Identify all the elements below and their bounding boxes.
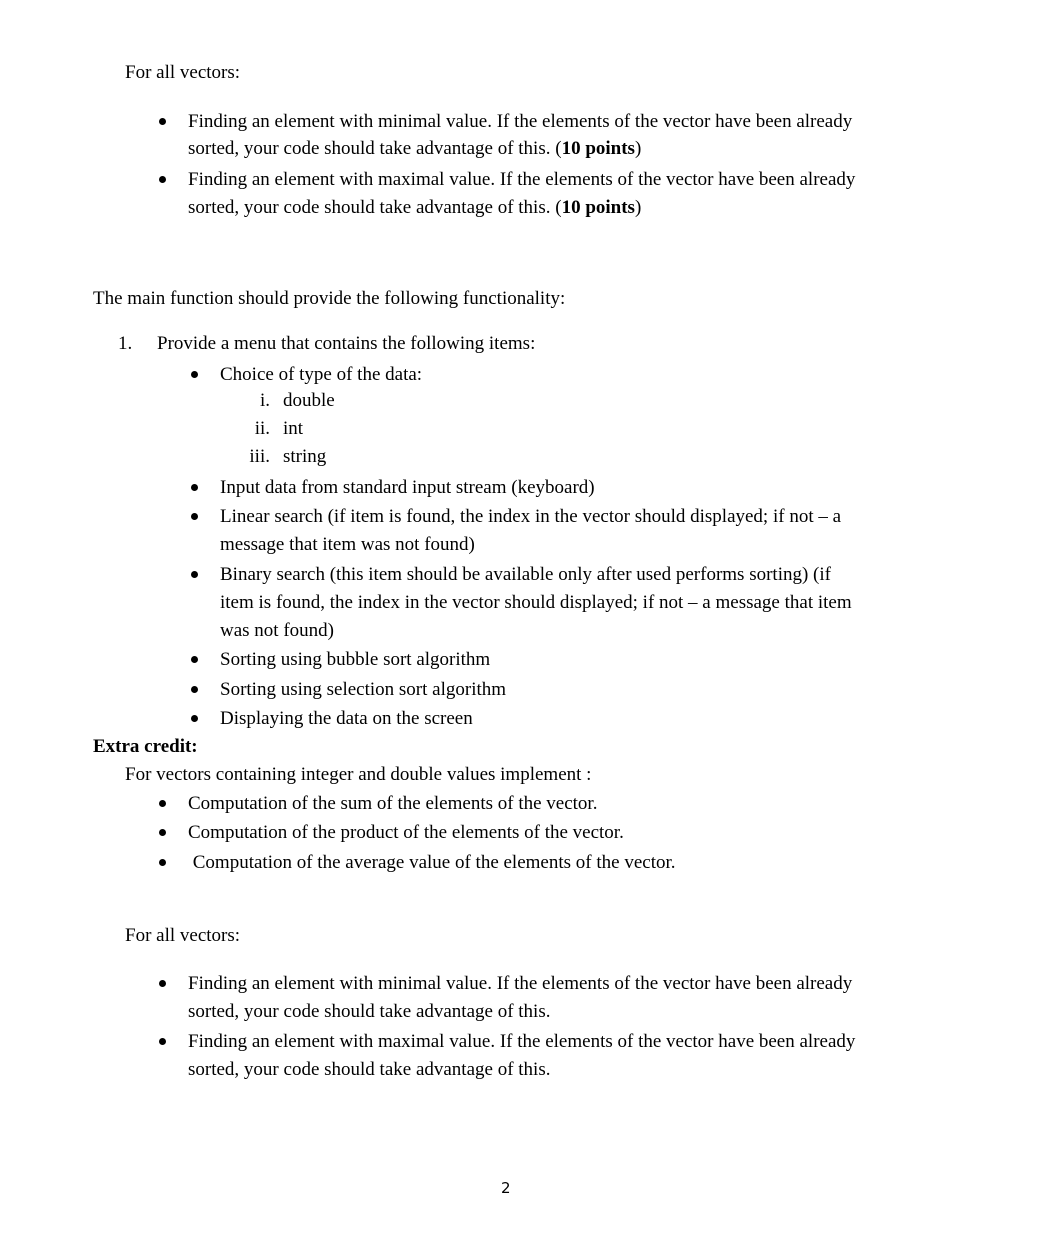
bullet-icon	[159, 1038, 166, 1045]
section2-heading: For all vectors:	[125, 925, 241, 946]
bullet-icon	[159, 800, 166, 807]
bullet-icon	[191, 484, 198, 491]
type-numeral-1: i.	[259, 390, 270, 411]
bullet-icon	[159, 829, 166, 836]
extra-credit-heading: Extra credit:	[93, 736, 198, 757]
step-text: Provide a menu that contains the following items:	[157, 333, 536, 354]
step-number: 1.	[118, 333, 133, 354]
bullet-icon	[191, 371, 198, 378]
extra-credit-item-average: Computation of the average value of the elements of the vector.	[188, 852, 676, 873]
bullet-icon	[191, 513, 198, 520]
menu-item-binary-line1: Binary search (this item should be available only after used performs sorting) (if	[220, 564, 831, 585]
section1-item1-line1: Finding an element with minimal value. If the elements of the vector have been already	[188, 111, 853, 132]
menu-item-display: Displaying the data on the screen	[220, 708, 473, 729]
bullet-icon	[191, 571, 198, 578]
extra-credit-item-sum: Computation of the sum of the elements of the vector.	[188, 793, 598, 814]
menu-item-bubble: Sorting using bubble sort algorithm	[220, 649, 491, 670]
bullet-icon	[191, 656, 198, 663]
menu-item-selection: Sorting using selection sort algorithm	[220, 679, 507, 700]
bullet-icon	[159, 176, 166, 183]
section1-heading: For all vectors:	[125, 62, 241, 83]
menu-item-input: Input data from standard input stream (keyboard)	[220, 477, 595, 498]
menu-item-choice: Choice of type of the data:	[220, 364, 423, 385]
bullet-icon	[159, 118, 166, 125]
extra-credit-intro: For vectors containing integer and double values implement :	[125, 764, 592, 785]
type-label-int: int	[283, 418, 304, 439]
menu-item-binary-line2: item is found, the index in the vector should displayed; if not – a message that item	[220, 592, 852, 613]
bullet-icon	[159, 859, 166, 866]
section1-item2-line2: sorted, your code should take advantage of this. (10 points)	[188, 197, 642, 218]
type-label-string: string	[283, 446, 327, 467]
section2-item2-line2: sorted, your code should take advantage of this.	[188, 1059, 551, 1080]
type-numeral-3: iii.	[249, 446, 270, 467]
type-numeral-2: ii.	[254, 418, 270, 439]
menu-item-linear-line1: Linear search (if item is found, the index in the vector should displayed; if not – a	[220, 506, 842, 527]
bullet-icon	[191, 715, 198, 722]
section2-item1-line2: sorted, your code should take advantage of this.	[188, 1001, 551, 1022]
type-label-double: double	[283, 390, 335, 411]
section2-item1-line1: Finding an element with minimal value. If the elements of the vector have been already	[188, 973, 853, 994]
bullet-icon	[159, 980, 166, 987]
section2-item2-line1: Finding an element with maximal value. If the elements of the vector have been already	[188, 1031, 856, 1052]
extra-credit-item-product: Computation of the product of the elements of the vector.	[188, 822, 624, 843]
main-function-intro: The main function should provide the following functionality:	[93, 288, 566, 309]
page-number: 2	[501, 1179, 511, 1197]
bullet-icon	[191, 686, 198, 693]
section1-item2-line1: Finding an element with maximal value. If the elements of the vector have been already	[188, 169, 856, 190]
menu-item-linear-line2: message that item was not found)	[220, 534, 475, 555]
section1-item1-line2: sorted, your code should take advantage of this. (10 points)	[188, 138, 642, 159]
menu-item-binary-line3: was not found)	[220, 620, 334, 641]
